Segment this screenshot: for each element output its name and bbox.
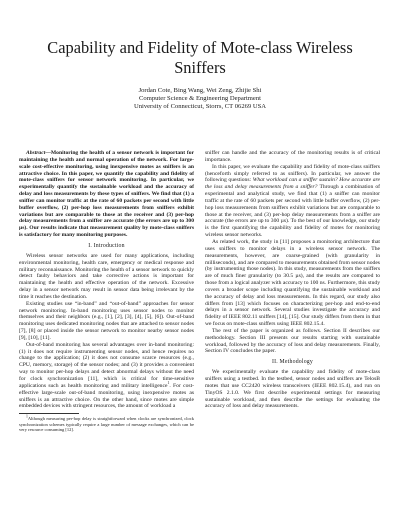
section-heading-methodology: II. Methodology — [272, 359, 313, 366]
left-column — [19, 150, 194, 432]
intro-paragraph-1: Wireless sensor networks are used for many applications, including environmental monitoring, health care, emergency or medical response and military reconnaissance. Monitoring the health of a sensor network to quickly detect faulty behaviors and take corrective actions is important for maintaining the health and effective operation of the network. Excessive delay in a sensor network may result in sensor data being irrelevant by the time it reaches the destination. — [19, 252, 194, 300]
right-column — [205, 150, 380, 410]
right-paragraph-1-a: In this paper, we evaluate the capability and fidelity of mote-class sniffers (henceforth simply referred to as sniffers). In particular, we answer the following questions: — [205, 163, 380, 184]
footnote-marker: 1 — [167, 380, 170, 385]
intro-paragraph-3 — [19, 342, 194, 410]
abstract-text: —Monitoring the health of a sensor network is important for maintaining the health and normal operation of the network. For large-scale cost-effective monitoring, using inexpensive motes as sniffers is an attractive choice. In this paper, we quantify the capability and fidelity of mote-class sniffers for sensor network monitoring. In particular, we experimentally quantify the sustainable workload and the accuracy of delay and loss measurements by these types of sniffers. We find that (1) a sniffer can monitor traffic at the rate of 60 packets per second with little buffer overflow, (2) per-hop loss measurements from sniffers exhibit variations but are comparable to those at the receiver and (3) per-hop delay measurements from a sniffer are accurate (the errors are up to 300 µs). Our results indicate that measurement quality by mote-class sniffers is satisfactory for many monitoring purposes. — [19, 150, 194, 239]
footnote — [19, 416, 194, 432]
affiliation-department: Computer Science & Engineering Department — [139, 95, 261, 103]
section-heading-introduction: I. Introduction — [88, 242, 125, 249]
intro-paragraph-3-tail: . For cost-effective large-scale out-of-band monitoring, using inexpensive motes as sniffers is an attractive choice. On the other hand, since motes are simple embedded devices with stringent resources, the amount of workload a — [19, 382, 195, 410]
abstract-label: Abstract — [26, 150, 46, 156]
right-paragraph-1 — [205, 164, 380, 239]
intro-paragraph-3-text: Out-of-band monitoring has several advantages over in-band monitoring: (1) it does not require instrumenting sensor nodes, and hence requires no change to the application; (2) it does not consume scarce resources (e.g., CPU, memory, storage) of the sensor nodes; and (3) it provides a convenient way to monitor per-hop delays and detect abnormal delays without the need for clock synchronization [11], which is critical for time-sensitive applications such as health monitoring and military intelligence — [19, 341, 194, 389]
author-names: Jordan Cote, Bing Wang, Wei Zeng, Zhijie Shi — [138, 87, 262, 94]
organization-paragraph: The rest of the paper is organized as follows. Section II describes our methodology. Section III presents our results starting with sustainable workload, followed by the accuracy of loss and delay measurements. Finally, Section IV concludes the paper. — [205, 327, 380, 355]
right-paragraph-0: sniffer can handle and the accuracy of the monitoring results is of critical importance. — [205, 150, 380, 163]
abstract — [19, 150, 194, 239]
paper-title: Capability and Fidelity of Mote-class Wireless Sniffers — [47, 38, 353, 77]
footnote-divider — [19, 413, 79, 414]
footnote-text: Although measuring per-hop delay is straightforward when clocks are synchronized, clock synchronization schemes typically require a large number of message exchanges, which can be very resource consuming [12]. — [19, 416, 194, 433]
footnote-number: 1 — [26, 414, 28, 419]
intro-paragraph-2: Existing studies use “in-band” and “out-of-band” approaches for sensor network monitoring. In-band monitoring uses sensor nodes to monitor themselves and their neighbors (e.g., [1], [2], [3], [4], [5], [6]). Out-of-band monitoring uses dedicated monitoring nodes that are attached to sensor nodes [7], [8] or placed inside the sensor network to monitor nearby sensor nodes [9], [10], [11]. — [19, 300, 194, 341]
related-work-paragraph: As related work, the study in [11] proposes a monitoring architecture that uses sniffers to monitor delays in a wireless sensor network. The measurements, however, are coarse-grained (with granularity in milliseconds), and are compared to measurements obtained from sensor nodes (by instrumenting those nodes). In this study, measurements from the sniffers are of much finer granularity (to 30.5 µs), and the results are compared to those from a logical analyzer with accuracy to 100 ns. Furthermore, this study covers a broader scope including quantifying the sustainable workload and the accuracy of delay and loss measurements. In this regard, our study also differs from [13] which focuses on characterizing per-hop and end-to-end delays in a sensor network. Several studies investigate the accuracy and fidelity of IEEE 802.11 sniffers [14], [15]. Our study differs from them in that we focus on mote-class sniffers using IEEE 802.15.4. — [205, 238, 380, 328]
affiliation-university: University of Connecticut, Storrs, CT 06269 USA — [133, 103, 267, 111]
research-questions: What workload can a sniffer sustain? How accurate are the loss and delay measurements from a sniffer? — [205, 177, 380, 191]
author-block — [20, 87, 380, 112]
methodology-paragraph-1: We experimentally evaluate the capability and fidelity of mote-class sniffers using a testbed. In the testbed, sensor nodes and sniffers are TelosB motes that use CC2420 wireless transceivers (IEEE 802.15.4), and run on TinyOS 2.1.0. We first describe experimental settings for measuring sustainable workload, and then describe the settings for evaluating the accuracy of loss and delay measurements. — [205, 369, 380, 410]
right-paragraph-1-b: Through a combination of experimental and analytical study, we find that (1) a sniffer can monitor traffic at the rate of 60 packets per second with little buffer overflow, (2) per-hop loss measurements from sniffers exhibit variations but are comparable to those at the receiver, and (3) per-hop delay measurements from a sniffer are accurate (the errors are up to 300 µs). To the best of our knowledge, our study is the first quantifying the capability and fidelity of motes for monitoring wireless sensor networks. — [205, 184, 380, 239]
